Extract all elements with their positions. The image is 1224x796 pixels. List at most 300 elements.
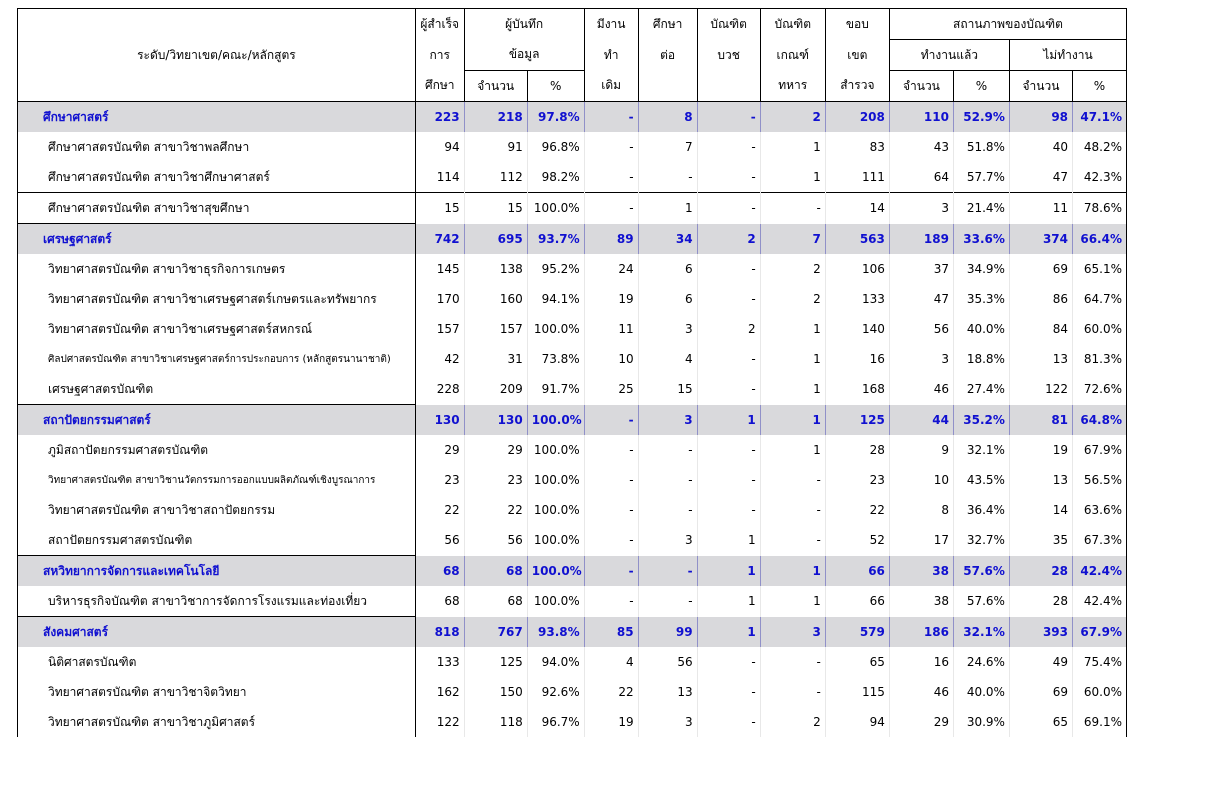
further-study-cell: - — [638, 465, 697, 495]
out-of-scope-cell: 208 — [825, 102, 889, 133]
further-study-cell: 6 — [638, 284, 697, 314]
faculty-group-row — [18, 224, 1127, 255]
faculty-group-row — [18, 617, 1127, 648]
has-job-cell: 11 — [584, 314, 638, 344]
table-row — [18, 374, 1127, 405]
unemployed-percent-cell: 60.0% — [1073, 314, 1127, 344]
has-job-cell: 25 — [584, 374, 638, 405]
military-cell: 1 — [760, 162, 825, 193]
monk-cell: - — [697, 132, 760, 162]
employed-percent-cell: 32.1% — [953, 617, 1009, 648]
header-employed-count: จำนวน — [889, 71, 953, 102]
has-job-cell: 4 — [584, 647, 638, 677]
header-out-of-scope-line2: เขต — [825, 40, 889, 71]
header-recorders-line1: ผู้บันทึก — [464, 9, 584, 40]
out-of-scope-cell: 28 — [825, 435, 889, 465]
table-header — [18, 9, 1127, 102]
employed-count-cell: 46 — [889, 677, 953, 707]
unemployed-count-cell: 393 — [1009, 617, 1072, 648]
employed-count-cell: 8 — [889, 495, 953, 525]
military-cell: 1 — [760, 374, 825, 405]
recorders-count-cell: 31 — [464, 344, 527, 374]
monk-cell: 2 — [697, 314, 760, 344]
employed-percent-cell: 18.8% — [953, 344, 1009, 374]
recorders-count-cell: 118 — [464, 707, 527, 737]
employed-percent-cell: 40.0% — [953, 677, 1009, 707]
employed-count-cell: 38 — [889, 586, 953, 617]
has-job-cell: - — [584, 465, 638, 495]
program-name: วิทยาศาสตรบัณฑิต สาขาวิชาธุรกิจการเกษตร — [18, 254, 416, 284]
employed-percent-cell: 21.4% — [953, 193, 1009, 224]
recorders-percent-cell: 100.0% — [527, 586, 584, 617]
header-out-of-scope-line1: ขอบ — [825, 9, 889, 40]
header-recorders-line2: ข้อมูล — [464, 40, 584, 71]
recorders-count-cell: 695 — [464, 224, 527, 255]
employed-percent-cell: 36.4% — [953, 495, 1009, 525]
recorders-percent-cell: 100.0% — [527, 435, 584, 465]
recorders-count-cell: 22 — [464, 495, 527, 525]
monk-cell: - — [697, 162, 760, 193]
unemployed-count-cell: 11 — [1009, 193, 1072, 224]
out-of-scope-cell: 140 — [825, 314, 889, 344]
military-cell: 1 — [760, 586, 825, 617]
recorders-percent-cell: 100.0% — [527, 525, 584, 556]
program-name: บริหารธุรกิจบัณฑิต สาขาวิชาการจัดการโรงแรมและท่องเที่ยว — [18, 586, 416, 617]
employed-count-cell: 64 — [889, 162, 953, 193]
table-row — [18, 586, 1127, 617]
unemployed-percent-cell: 48.2% — [1073, 132, 1127, 162]
unemployed-percent-cell: 42.4% — [1073, 586, 1127, 617]
header-military-line3: ทหาร — [760, 71, 825, 102]
graduates-cell: 42 — [415, 344, 464, 374]
further-study-cell: 1 — [638, 193, 697, 224]
unemployed-percent-cell: 64.7% — [1073, 284, 1127, 314]
monk-cell: - — [697, 465, 760, 495]
table-row — [18, 193, 1127, 224]
employed-count-cell: 186 — [889, 617, 953, 648]
recorders-count-cell: 138 — [464, 254, 527, 284]
military-cell: 2 — [760, 707, 825, 737]
military-cell: - — [760, 677, 825, 707]
graduates-cell: 22 — [415, 495, 464, 525]
program-name: วิทยาศาสตรบัณฑิต สาขาวิชาสถาปัตยกรรม — [18, 495, 416, 525]
employed-count-cell: 29 — [889, 707, 953, 737]
table-row — [18, 162, 1127, 193]
has-job-cell: - — [584, 435, 638, 465]
header-further-study-line1: ศึกษา — [638, 9, 697, 40]
employed-percent-cell: 57.7% — [953, 162, 1009, 193]
graduates-cell: 133 — [415, 647, 464, 677]
recorders-percent-cell: 95.2% — [527, 254, 584, 284]
has-job-cell: 19 — [584, 707, 638, 737]
faculty-name: เศรษฐศาสตร์ — [18, 224, 416, 255]
header-status: สถานภาพของบัณฑิต — [889, 9, 1126, 40]
recorders-percent-cell: 94.1% — [527, 284, 584, 314]
header-out-of-scope-line3: สำรวจ — [825, 71, 889, 102]
recorders-count-cell: 209 — [464, 374, 527, 405]
monk-cell: - — [697, 677, 760, 707]
out-of-scope-cell: 94 — [825, 707, 889, 737]
employed-percent-cell: 40.0% — [953, 314, 1009, 344]
employed-percent-cell: 32.7% — [953, 525, 1009, 556]
recorders-count-cell: 125 — [464, 647, 527, 677]
unemployed-count-cell: 69 — [1009, 677, 1072, 707]
unemployed-count-cell: 35 — [1009, 525, 1072, 556]
recorders-percent-cell: 96.8% — [527, 132, 584, 162]
military-cell: - — [760, 193, 825, 224]
has-job-cell: - — [584, 586, 638, 617]
unemployed-percent-cell: 72.6% — [1073, 374, 1127, 405]
further-study-cell: 3 — [638, 314, 697, 344]
graduates-cell: 162 — [415, 677, 464, 707]
faculty-group-row — [18, 556, 1127, 587]
monk-cell: 2 — [697, 224, 760, 255]
unemployed-percent-cell: 67.3% — [1073, 525, 1127, 556]
out-of-scope-cell: 111 — [825, 162, 889, 193]
table-row — [18, 284, 1127, 314]
unemployed-count-cell: 19 — [1009, 435, 1072, 465]
monk-cell: - — [697, 102, 760, 133]
military-cell: - — [760, 647, 825, 677]
employed-count-cell: 3 — [889, 193, 953, 224]
recorders-percent-cell: 100.0% — [527, 495, 584, 525]
monk-cell: - — [697, 193, 760, 224]
employed-count-cell: 37 — [889, 254, 953, 284]
header-recorders-percent: % — [527, 71, 584, 102]
employed-count-cell: 46 — [889, 374, 953, 405]
header-graduates-line1: ผู้สำเร็จ — [415, 9, 464, 40]
table-row — [18, 344, 1127, 374]
graduates-cell: 742 — [415, 224, 464, 255]
unemployed-percent-cell: 64.8% — [1073, 405, 1127, 436]
header-unemployed-count: จำนวน — [1009, 71, 1072, 102]
military-cell: 1 — [760, 405, 825, 436]
recorders-percent-cell: 93.7% — [527, 224, 584, 255]
recorders-percent-cell: 94.0% — [527, 647, 584, 677]
recorders-percent-cell: 100.0% — [527, 465, 584, 495]
military-cell: 2 — [760, 102, 825, 133]
out-of-scope-cell: 125 — [825, 405, 889, 436]
out-of-scope-cell: 52 — [825, 525, 889, 556]
unemployed-percent-cell: 81.3% — [1073, 344, 1127, 374]
table-row — [18, 707, 1127, 737]
program-name: ศึกษาศาสตรบัณฑิต สาขาวิชาศึกษาศาสตร์ — [18, 162, 416, 193]
header-monk-line1: บัณฑิต — [697, 9, 760, 40]
has-job-cell: - — [584, 132, 638, 162]
header-graduates-line3: ศึกษา — [415, 71, 464, 102]
graduates-cell: 157 — [415, 314, 464, 344]
employed-percent-cell: 52.9% — [953, 102, 1009, 133]
unemployed-count-cell: 40 — [1009, 132, 1072, 162]
monk-cell: - — [697, 254, 760, 284]
employed-percent-cell: 35.3% — [953, 284, 1009, 314]
recorders-count-cell: 23 — [464, 465, 527, 495]
unemployed-percent-cell: 67.9% — [1073, 617, 1127, 648]
employed-count-cell: 56 — [889, 314, 953, 344]
recorders-percent-cell: 100.0% — [527, 556, 584, 587]
unemployed-percent-cell: 75.4% — [1073, 647, 1127, 677]
graduates-cell: 68 — [415, 556, 464, 587]
has-job-cell: 10 — [584, 344, 638, 374]
header-has-job-line2: ทำ — [584, 40, 638, 71]
program-name: ศึกษาศาสตรบัณฑิต สาขาวิชาพลศึกษา — [18, 132, 416, 162]
out-of-scope-cell: 133 — [825, 284, 889, 314]
table-row — [18, 677, 1127, 707]
unemployed-count-cell: 86 — [1009, 284, 1072, 314]
graduates-cell: 223 — [415, 102, 464, 133]
recorders-count-cell: 15 — [464, 193, 527, 224]
program-name: วิทยาศาสตรบัณฑิต สาขาวิชาเศรษฐศาสตร์เกษตรและทรัพยากร — [18, 284, 416, 314]
further-study-cell: 3 — [638, 707, 697, 737]
unemployed-count-cell: 84 — [1009, 314, 1072, 344]
program-name: วิทยาศาสตรบัณฑิต สาขาวิชานวัตกรรมการออกแบบผลิตภัณฑ์เชิงบูรณาการ — [18, 465, 416, 495]
has-job-cell: - — [584, 405, 638, 436]
employed-count-cell: 110 — [889, 102, 953, 133]
monk-cell: - — [697, 284, 760, 314]
employed-percent-cell: 32.1% — [953, 435, 1009, 465]
header-military-line1: บัณฑิต — [760, 9, 825, 40]
unemployed-percent-cell: 47.1% — [1073, 102, 1127, 133]
has-job-cell: 89 — [584, 224, 638, 255]
employed-percent-cell: 30.9% — [953, 707, 1009, 737]
faculty-group-row — [18, 405, 1127, 436]
further-study-cell: 3 — [638, 405, 697, 436]
recorders-count-cell: 56 — [464, 525, 527, 556]
header-monk-line2: บวช — [697, 40, 760, 71]
header-employed: ทำงานแล้ว — [889, 40, 1009, 71]
employed-percent-cell: 35.2% — [953, 405, 1009, 436]
header-has-job-line3: เดิม — [584, 71, 638, 102]
has-job-cell: - — [584, 193, 638, 224]
unemployed-percent-cell: 67.9% — [1073, 435, 1127, 465]
header-further-study-line3 — [638, 71, 697, 102]
military-cell: 1 — [760, 344, 825, 374]
recorders-percent-cell: 92.6% — [527, 677, 584, 707]
graduates-cell: 114 — [415, 162, 464, 193]
faculty-group-row — [18, 102, 1127, 133]
graduates-cell: 122 — [415, 707, 464, 737]
unemployed-percent-cell: 69.1% — [1073, 707, 1127, 737]
table-row — [18, 647, 1127, 677]
out-of-scope-cell: 563 — [825, 224, 889, 255]
recorders-percent-cell: 91.7% — [527, 374, 584, 405]
employed-count-cell: 189 — [889, 224, 953, 255]
header-military-line2: เกณฑ์ — [760, 40, 825, 71]
recorders-percent-cell: 96.7% — [527, 707, 584, 737]
recorders-percent-cell: 100.0% — [527, 405, 584, 436]
recorders-count-cell: 218 — [464, 102, 527, 133]
recorders-count-cell: 91 — [464, 132, 527, 162]
out-of-scope-cell: 66 — [825, 586, 889, 617]
further-study-cell: 15 — [638, 374, 697, 405]
unemployed-percent-cell: 65.1% — [1073, 254, 1127, 284]
out-of-scope-cell: 579 — [825, 617, 889, 648]
further-study-cell: 7 — [638, 132, 697, 162]
recorders-count-cell: 157 — [464, 314, 527, 344]
further-study-cell: - — [638, 435, 697, 465]
monk-cell: - — [697, 374, 760, 405]
further-study-cell: - — [638, 556, 697, 587]
has-job-cell: - — [584, 525, 638, 556]
employed-count-cell: 16 — [889, 647, 953, 677]
recorders-count-cell: 160 — [464, 284, 527, 314]
header-level-faculty: ระดับ/วิทยาเขต/คณะ/หลักสูตร — [18, 9, 416, 102]
program-name: วิทยาศาสตรบัณฑิต สาขาวิชาเศรษฐศาสตร์สหกรณ์ — [18, 314, 416, 344]
recorders-count-cell: 68 — [464, 586, 527, 617]
table-body — [18, 102, 1127, 738]
further-study-cell: 3 — [638, 525, 697, 556]
unemployed-count-cell: 98 — [1009, 102, 1072, 133]
further-study-cell: 56 — [638, 647, 697, 677]
program-name: สถาปัตยกรรมศาสตรบัณฑิต — [18, 525, 416, 556]
employed-percent-cell: 57.6% — [953, 586, 1009, 617]
monk-cell: - — [697, 707, 760, 737]
header-graduates-line2: การ — [415, 40, 464, 71]
military-cell: 1 — [760, 556, 825, 587]
unemployed-count-cell: 65 — [1009, 707, 1072, 737]
unemployed-count-cell: 28 — [1009, 586, 1072, 617]
out-of-scope-cell: 168 — [825, 374, 889, 405]
further-study-cell: 13 — [638, 677, 697, 707]
employed-percent-cell: 33.6% — [953, 224, 1009, 255]
header-further-study-line2: ต่อ — [638, 40, 697, 71]
further-study-cell: 34 — [638, 224, 697, 255]
employed-percent-cell: 24.6% — [953, 647, 1009, 677]
monk-cell: - — [697, 495, 760, 525]
recorders-count-cell: 68 — [464, 556, 527, 587]
graduates-cell: 23 — [415, 465, 464, 495]
unemployed-percent-cell: 66.4% — [1073, 224, 1127, 255]
graduates-cell: 818 — [415, 617, 464, 648]
unemployed-percent-cell: 42.3% — [1073, 162, 1127, 193]
has-job-cell: - — [584, 102, 638, 133]
graduate-status-table — [17, 8, 1127, 737]
military-cell: - — [760, 495, 825, 525]
graduates-cell: 130 — [415, 405, 464, 436]
unemployed-percent-cell: 56.5% — [1073, 465, 1127, 495]
further-study-cell: 4 — [638, 344, 697, 374]
unemployed-percent-cell: 78.6% — [1073, 193, 1127, 224]
table-row — [18, 435, 1127, 465]
monk-cell: 1 — [697, 405, 760, 436]
program-name: วิทยาศาสตรบัณฑิต สาขาวิชาภูมิศาสตร์ — [18, 707, 416, 737]
military-cell: 3 — [760, 617, 825, 648]
table-row — [18, 132, 1127, 162]
unemployed-count-cell: 47 — [1009, 162, 1072, 193]
report-container — [17, 8, 1127, 763]
table-row — [18, 465, 1127, 495]
out-of-scope-cell: 16 — [825, 344, 889, 374]
unemployed-count-cell: 122 — [1009, 374, 1072, 405]
military-cell: 2 — [760, 254, 825, 284]
monk-cell: 1 — [697, 556, 760, 587]
out-of-scope-cell: 23 — [825, 465, 889, 495]
employed-count-cell: 43 — [889, 132, 953, 162]
out-of-scope-cell: 115 — [825, 677, 889, 707]
recorders-percent-cell: 100.0% — [527, 314, 584, 344]
employed-count-cell: 38 — [889, 556, 953, 587]
recorders-count-cell: 150 — [464, 677, 527, 707]
further-study-cell: 6 — [638, 254, 697, 284]
has-job-cell: 19 — [584, 284, 638, 314]
employed-count-cell: 44 — [889, 405, 953, 436]
employed-count-cell: 47 — [889, 284, 953, 314]
has-job-cell: 24 — [584, 254, 638, 284]
graduates-cell: 15 — [415, 193, 464, 224]
out-of-scope-cell: 65 — [825, 647, 889, 677]
further-study-cell: - — [638, 162, 697, 193]
employed-percent-cell: 43.5% — [953, 465, 1009, 495]
employed-count-cell: 3 — [889, 344, 953, 374]
employed-percent-cell: 51.8% — [953, 132, 1009, 162]
header-recorders-count: จำนวน — [464, 71, 527, 102]
header-employed-percent: % — [953, 71, 1009, 102]
further-study-cell: 99 — [638, 617, 697, 648]
has-job-cell: - — [584, 556, 638, 587]
recorders-percent-cell: 100.0% — [527, 193, 584, 224]
has-job-cell: 22 — [584, 677, 638, 707]
employed-count-cell: 17 — [889, 525, 953, 556]
unemployed-percent-cell: 60.0% — [1073, 677, 1127, 707]
military-cell: 7 — [760, 224, 825, 255]
out-of-scope-cell: 83 — [825, 132, 889, 162]
header-unemployed: ไม่ทำงาน — [1009, 40, 1126, 71]
faculty-name: ศึกษาศาสตร์ — [18, 102, 416, 133]
further-study-cell: - — [638, 495, 697, 525]
recorders-percent-cell: 93.8% — [527, 617, 584, 648]
military-cell: - — [760, 465, 825, 495]
recorders-count-cell: 767 — [464, 617, 527, 648]
table-row — [18, 495, 1127, 525]
employed-percent-cell: 27.4% — [953, 374, 1009, 405]
graduates-cell: 94 — [415, 132, 464, 162]
military-cell: 1 — [760, 132, 825, 162]
unemployed-percent-cell: 63.6% — [1073, 495, 1127, 525]
has-job-cell: - — [584, 162, 638, 193]
unemployed-count-cell: 49 — [1009, 647, 1072, 677]
unemployed-count-cell: 81 — [1009, 405, 1072, 436]
faculty-name: สังคมศาสตร์ — [18, 617, 416, 648]
recorders-percent-cell: 97.8% — [527, 102, 584, 133]
employed-count-cell: 10 — [889, 465, 953, 495]
military-cell: 2 — [760, 284, 825, 314]
program-name: ศิลปศาสตรบัณฑิต สาขาวิชาเศรษฐศาสตร์การประกอบการ (หลักสูตรนานาชาติ) — [18, 344, 416, 374]
header-has-job-line1: มีงาน — [584, 9, 638, 40]
military-cell: 1 — [760, 314, 825, 344]
recorders-percent-cell: 98.2% — [527, 162, 584, 193]
unemployed-count-cell: 374 — [1009, 224, 1072, 255]
unemployed-count-cell: 28 — [1009, 556, 1072, 587]
further-study-cell: 8 — [638, 102, 697, 133]
graduates-cell: 170 — [415, 284, 464, 314]
monk-cell: 1 — [697, 586, 760, 617]
employed-percent-cell: 57.6% — [953, 556, 1009, 587]
has-job-cell: 85 — [584, 617, 638, 648]
program-name: เศรษฐศาสตรบัณฑิต — [18, 374, 416, 405]
monk-cell: - — [697, 344, 760, 374]
recorders-percent-cell: 73.8% — [527, 344, 584, 374]
recorders-count-cell: 29 — [464, 435, 527, 465]
graduates-cell: 145 — [415, 254, 464, 284]
military-cell: 1 — [760, 435, 825, 465]
program-name: วิทยาศาสตรบัณฑิต สาขาวิชาจิตวิทยา — [18, 677, 416, 707]
faculty-name: สหวิทยาการจัดการและเทคโนโลยี — [18, 556, 416, 587]
header-unemployed-percent: % — [1073, 71, 1127, 102]
has-job-cell: - — [584, 495, 638, 525]
recorders-count-cell: 112 — [464, 162, 527, 193]
monk-cell: - — [697, 435, 760, 465]
out-of-scope-cell: 22 — [825, 495, 889, 525]
